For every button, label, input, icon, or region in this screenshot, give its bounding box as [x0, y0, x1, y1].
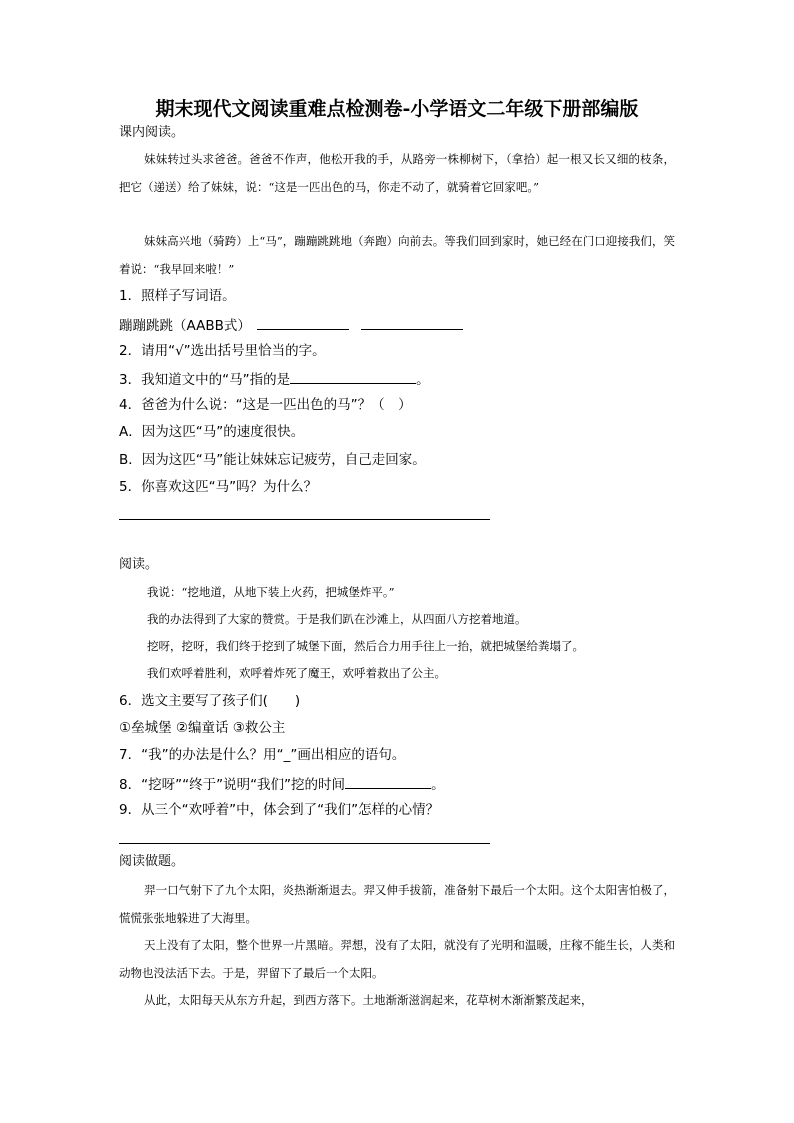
answer-blank-3[interactable]: [290, 369, 416, 384]
question-7: 7．“我”的办法是什么？用“_”画出相应的语句。: [119, 747, 406, 763]
section1-paragraph-2: 妹妹高兴地（骑跨）上“马”，蹦蹦跳跳地（奔跑）向前去。等我们回到家时，她已经在门口迎接我们，笑着说：“我早回来啦！”: [119, 234, 675, 276]
section3-paragraph-2: 天上没有了太阳，整个世界一片黑暗。羿想，没有了太阳，就没有了光明和温暖，庄稼不能生长，人类和动物也没法活下去。于是，羿留下了最后一个太阳。: [119, 938, 675, 980]
answer-blank-1b[interactable]: [361, 315, 463, 330]
answer-line-9[interactable]: [119, 843, 490, 844]
answer-blank-1a[interactable]: [257, 315, 349, 330]
answer-blank-8[interactable]: [345, 774, 431, 789]
answer-line-5[interactable]: [119, 519, 490, 520]
question-1-example-row: [119, 315, 463, 335]
section2-line-2: 我的办法得到了大家的赞赏。于是我们趴在沙滩上，从四面八方挖着地道。: [147, 612, 527, 626]
question-4-option-a: A．因为这匹“马”的速度很快。: [119, 424, 305, 440]
section2-line-1: 我说：“挖地道，从地下装上火药，把城堡炸平。”: [147, 585, 395, 599]
question-9: 9．从三个“欢呼着”中，体会到了“我们”怎样的心情？: [119, 802, 440, 818]
question-1-example: 蹦蹦跳跳（AABB式）: [119, 318, 251, 334]
page-title: 期末现代文阅读重难点检测卷-小学语文二年级下册部编版: [155, 98, 639, 120]
question-1: 1．照样子写词语。: [119, 288, 236, 304]
section2-line-3: 挖呀，挖呀，我们终于挖到了城堡下面，然后合力用手往上一抬，就把城堡给粪塌了。: [147, 639, 584, 653]
question-8-row: 8．“挖呀”“终于”说明“我们”挖的时间 。: [119, 774, 445, 794]
question-4-option-b: B．因为这匹“马”能让妹妹忘记疲劳，自己走回家。: [119, 452, 426, 468]
section3-paragraph-3: 从此，太阳每天从东方升起，到西方落下。土地渐渐滋润起来，花草树木渐渐繁茂起来，: [144, 993, 593, 1007]
question-6: 6．选文主要写了孩子们( ): [119, 693, 301, 709]
question-5: 5．你喜欢这匹“马”吗？为什么？: [119, 479, 318, 495]
question-3: 3．我知道文中的“马”指的是: [119, 372, 291, 388]
section2-line-4: 我们欢呼着胜利，欢呼着炸死了魔王，欢呼着救出了公主。: [147, 666, 446, 680]
section1-heading: 课内阅读。: [119, 125, 185, 140]
question-8: 8．“挖呀”“终于”说明“我们”挖的时间: [119, 777, 346, 793]
section3-heading: 阅读做题。: [119, 854, 185, 869]
question-6-options: ①垒城堡 ②编童话 ③救公主: [119, 720, 286, 736]
section2-heading: 阅读。: [119, 557, 159, 572]
question-4: 4．爸爸为什么说：“这是一匹出色的马”？（ ）: [119, 397, 412, 413]
section1-paragraph-1: 妹妹转过头求爸爸。爸爸不作声，他松开我的手，从路旁一株柳树下，（拿拾）起一根又长又细的枝条，把它（递送）给了妹妹，说：“这是一匹出色的马，你走不动了，就骑着它回家吧。”: [119, 152, 675, 194]
section3-paragraph-1: 羿一口气射下了九个太阳，炎热渐渐退去。羿又伸手拔箭，准备射下最后一个太阳。这个太阳害怕极了，慌慌张张地躲进了大海里。: [119, 883, 675, 925]
question-2: 2．请用“√”选出括号里恰当的字。: [119, 343, 326, 359]
question-3-row: 3．我知道文中的“马”指的是 。: [119, 369, 430, 389]
